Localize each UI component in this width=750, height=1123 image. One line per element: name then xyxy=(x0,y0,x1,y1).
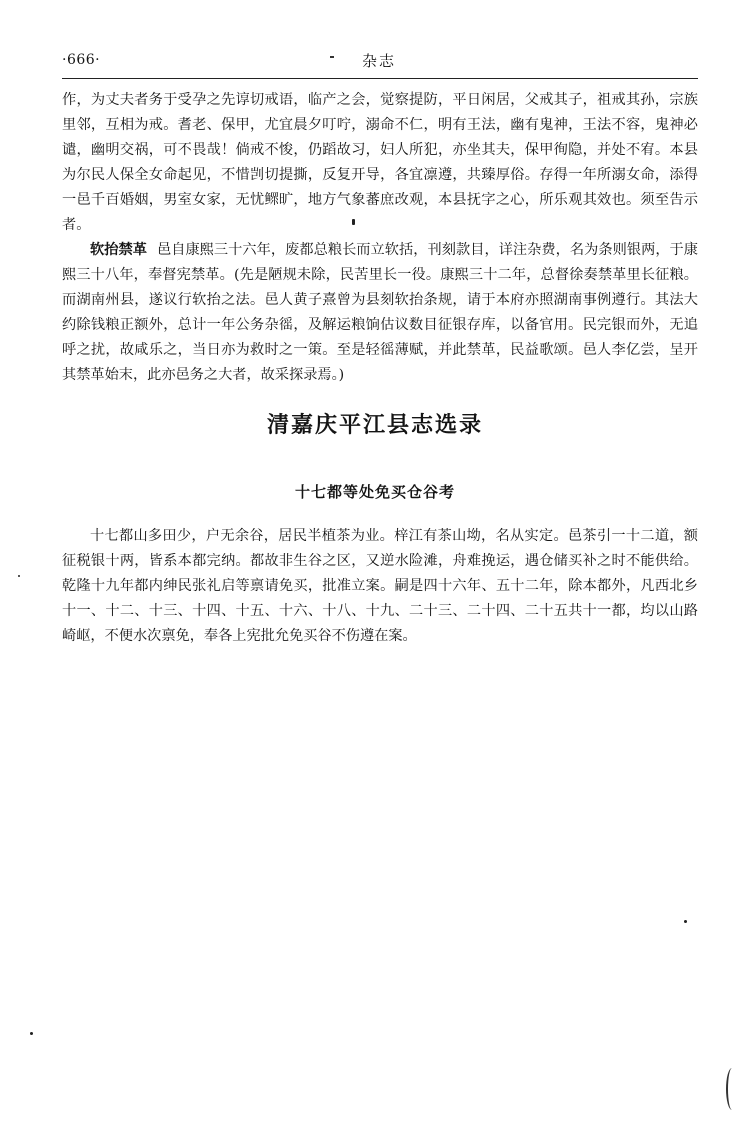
subsection-title: 十七都等处免买仓谷考 xyxy=(294,483,455,501)
page-number: ·666· xyxy=(62,52,101,68)
scan-speck xyxy=(18,575,20,577)
paragraph-shiqidu: 十七都山多田少，户无余谷，居民半植茶为业。梓江有茶山坳，名从实定。邑茶引一十二道，额征税银十两，皆系本都完纳。都故非生谷之区，又逆水险滩，舟难挽运，遇仓储买补之时不能供给。乾隆十九年都内绅民张礼启等禀请免买，批准立案。嗣是四十六年、五十二年，除本都外，凡西北乡十一、十二、十三、十四、十五、十六、十八、十九、二十三、二十四、二十五共十一都，均以山路崎岖，不便水次禀免，奉各上宪批允免买谷不伤遵在案。 xyxy=(62,528,698,644)
header-dash-mark xyxy=(330,56,334,58)
scan-edge-mark xyxy=(726,1068,738,1110)
header-rule xyxy=(62,78,698,79)
section-name: 杂志 xyxy=(362,52,397,70)
scan-speck xyxy=(30,1032,33,1035)
paragraph-term: 软抬禁革 xyxy=(90,242,147,258)
paragraph-ruantai xyxy=(62,238,698,388)
paragraph-ruantai-text: 邑自康熙三十六年，废都总粮长而立软括，刊刻款目，详注杂费，名为条则银两，于康熙三十八年，奉督宪禁革。(先是陋规未除，民苦里长一役。康熙三十二年，总督徐奏禁革里长征粮。而湖南州县，遂议行软抬之法。邑人黄子熹曾为县刻软抬条规，请于本府亦照湖南事例遵行。其法大约除钱粮正额外，总计一年公务杂徭，及解运粮饷估议数目征银存库，以备官用。民完银而外，无追呼之扰，故咸乐之，当日亦为救时之一策。至是轻徭薄赋，并此禁革，民益歌颂。邑人李亿尝，呈开其禁革始末，此亦邑务之大者，故采探录焉。) xyxy=(62,242,698,383)
scan-speck xyxy=(684,920,687,923)
paragraph-continuation: 作，为丈夫者务于受孕之先谆切戒语，临产之会，觉察提防，平日闲居，父戒其子，祖戒其孙，宗族里邻，互相为戒。耆老、保甲，尤宜晨夕叮咛，溺命不仁，明有王法，幽有鬼神，王法不容，鬼神必谴，幽明交祸，可不畏哉！倘戒不悛，仍蹈故习，妇人所犯，亦坐其夫，保甲徇隐，并处不宥。本县为尔民人保全女命起见，不惜剀切提撕，反复开导，各宜凛遵，共臻厚俗。存得一年所溺女命，添得一邑千百婚姻，男室女家，无忧鳏旷，地方气象蕃庶改观，本县抚字之心，所乐观其效也。须至告示者。 xyxy=(62,92,698,233)
chapter-title: 清嘉庆平江县志选录 xyxy=(266,413,483,438)
page-header xyxy=(62,52,698,74)
scan-speck xyxy=(352,219,355,225)
